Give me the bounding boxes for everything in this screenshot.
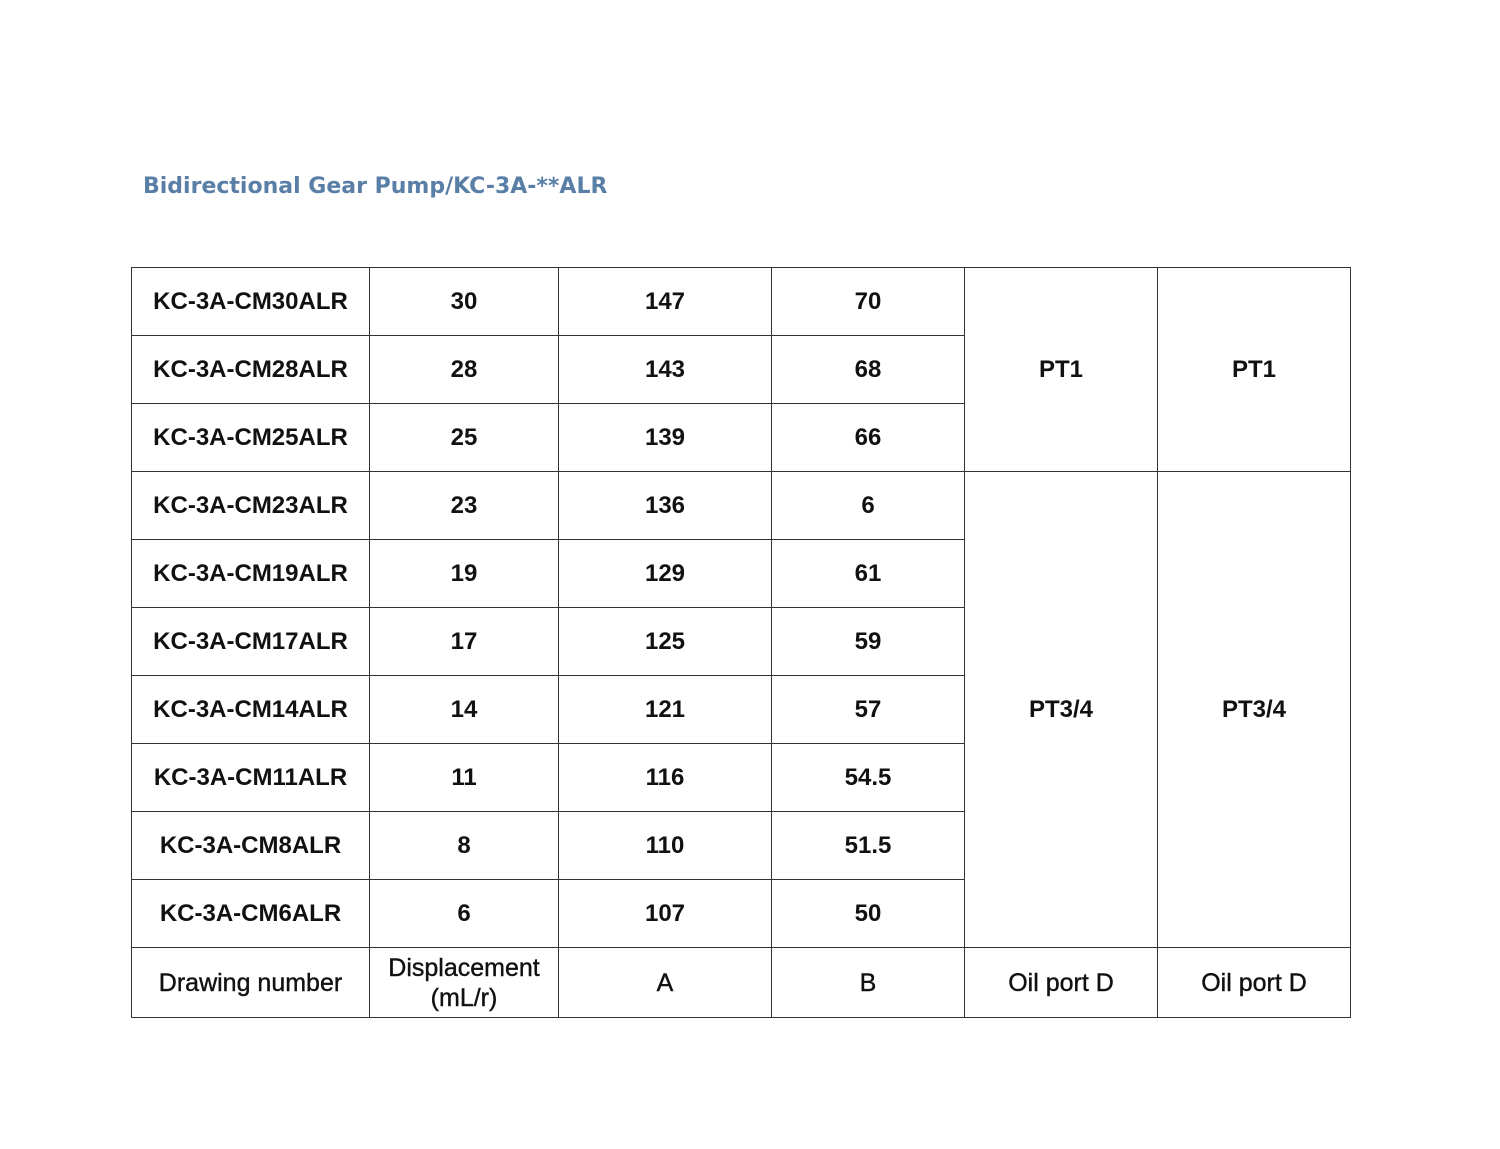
displacement-cell: 30 (370, 268, 559, 336)
dimension-a-cell: 121 (559, 676, 772, 744)
displacement-cell: 19 (370, 540, 559, 608)
header-displacement-label: Displacement (388, 953, 540, 982)
dimension-a-cell: 147 (559, 268, 772, 336)
header-a: A (559, 948, 772, 1018)
oil-port-d-cell: PT3/4 (1158, 472, 1351, 948)
dimension-a-cell: 136 (559, 472, 772, 540)
header-drawing-number: Drawing number (132, 948, 370, 1018)
dimension-b-cell: 51.5 (772, 812, 965, 880)
header-oil-port-d: Oil port D (965, 948, 1158, 1018)
page-title: Bidirectional Gear Pump/KC-3A-**ALR (143, 174, 608, 199)
drawing-number-cell: KC-3A-CM30ALR (132, 268, 370, 336)
oil-port-d-cell: PT3/4 (965, 472, 1158, 948)
oil-port-d-cell: PT1 (1158, 268, 1351, 472)
displacement-cell: 28 (370, 336, 559, 404)
drawing-number-cell: KC-3A-CM23ALR (132, 472, 370, 540)
displacement-cell: 6 (370, 880, 559, 948)
drawing-number-cell: KC-3A-CM28ALR (132, 336, 370, 404)
header-oil-port-d: Oil port D (1158, 948, 1351, 1018)
displacement-cell: 8 (370, 812, 559, 880)
dimension-a-cell: 139 (559, 404, 772, 472)
drawing-number-cell: KC-3A-CM17ALR (132, 608, 370, 676)
dimension-b-cell: 68 (772, 336, 965, 404)
dimension-b-cell: 70 (772, 268, 965, 336)
header-displacement-unit: (mL/r) (430, 983, 498, 1012)
dimension-a-cell: 107 (559, 880, 772, 948)
displacement-cell: 17 (370, 608, 559, 676)
dimension-b-cell: 66 (772, 404, 965, 472)
dimension-a-cell: 143 (559, 336, 772, 404)
header-b: B (772, 948, 965, 1018)
drawing-number-cell: KC-3A-CM8ALR (132, 812, 370, 880)
pump-spec-table (131, 267, 1351, 1018)
table-row (132, 472, 1351, 540)
dimension-a-cell: 110 (559, 812, 772, 880)
drawing-number-cell: KC-3A-CM25ALR (132, 404, 370, 472)
dimension-a-cell: 129 (559, 540, 772, 608)
displacement-cell: 11 (370, 744, 559, 812)
dimension-a-cell: 125 (559, 608, 772, 676)
table-header-row (132, 948, 1351, 1018)
header-displacement (370, 948, 559, 1018)
drawing-number-cell: KC-3A-CM14ALR (132, 676, 370, 744)
oil-port-d-cell: PT1 (965, 268, 1158, 472)
dimension-b-cell: 54.5 (772, 744, 965, 812)
drawing-number-cell: KC-3A-CM19ALR (132, 540, 370, 608)
displacement-cell: 14 (370, 676, 559, 744)
dimension-b-cell: 59 (772, 608, 965, 676)
dimension-b-cell: 6 (772, 472, 965, 540)
displacement-cell: 23 (370, 472, 559, 540)
dimension-b-cell: 57 (772, 676, 965, 744)
table-row (132, 268, 1351, 336)
drawing-number-cell: KC-3A-CM11ALR (132, 744, 370, 812)
drawing-number-cell: KC-3A-CM6ALR (132, 880, 370, 948)
dimension-b-cell: 50 (772, 880, 965, 948)
dimension-b-cell: 61 (772, 540, 965, 608)
displacement-cell: 25 (370, 404, 559, 472)
dimension-a-cell: 116 (559, 744, 772, 812)
